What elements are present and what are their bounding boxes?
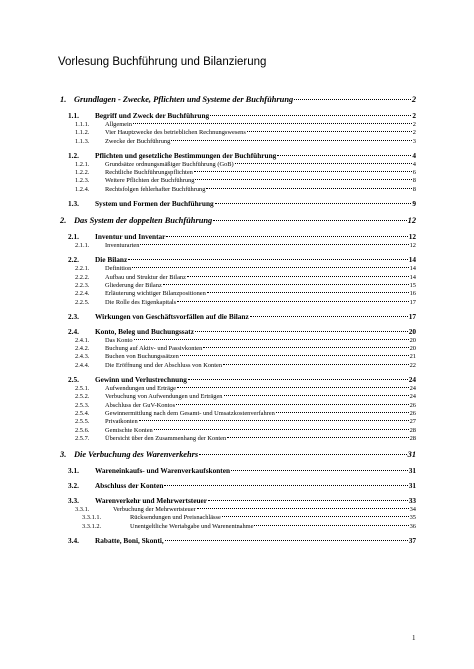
toc-leader-dots [276, 412, 409, 413]
toc-entry[interactable] [58, 514, 416, 522]
toc-entry-page: 14 [408, 255, 416, 265]
toc-entry-page: 16 [409, 290, 416, 298]
toc-entry-number: 2.2.4. [75, 290, 90, 298]
toc-entry-title: Die Bilanz [95, 255, 128, 265]
toc-entry[interactable] [58, 177, 416, 185]
toc-entry[interactable] [58, 337, 416, 345]
toc-entry-number: 2.4.1. [75, 336, 90, 344]
toc-entry[interactable] [58, 232, 416, 242]
toc-entry-title: Weitere Pflichten der Buchführung [105, 177, 195, 185]
toc-entry[interactable] [58, 138, 416, 146]
toc-leader-dots [194, 171, 412, 172]
toc-leader-dots [166, 236, 407, 237]
toc-entry[interactable] [58, 129, 416, 137]
toc-entry-page: 3 [412, 137, 416, 145]
toc-leader-dots [139, 420, 409, 421]
toc-entry[interactable] [58, 327, 416, 337]
toc-entry-number: 2.3. [68, 311, 79, 321]
toc-entry-page: 31 [408, 466, 416, 476]
toc-entry-title: Das Konto [105, 336, 133, 344]
toc-leader-dots [207, 292, 409, 293]
toc-entry-title: Übersicht über den Zusammenhang der Konten [105, 434, 227, 442]
toc-leader-dots [197, 508, 409, 509]
toc-entry-title: Konto, Beleg und Buchungssatz [95, 326, 194, 336]
toc-entry[interactable] [58, 402, 416, 410]
toc-entry-page: 22 [409, 361, 416, 369]
toc-entry-title: System und Formen der Buchführung [95, 199, 214, 209]
toc-leader-dots [133, 123, 412, 124]
toc-leader-dots [250, 316, 408, 317]
toc-entry-page: 31 [408, 481, 416, 491]
toc-entry-title: Rechtliche Buchführungspflichten [105, 169, 193, 177]
toc-entry[interactable] [58, 255, 416, 265]
toc-entry-number: 1.2.1. [75, 160, 90, 168]
toc-entry[interactable] [58, 450, 416, 461]
toc-entry-number: 2.2.5. [75, 298, 90, 306]
toc-leader-dots [206, 188, 411, 189]
toc-entry-title: Die Verbuchung des Warenverkehrs [74, 450, 199, 460]
toc-leader-dots [247, 131, 412, 132]
toc-entry-title: Aufbau und Struktur der Bilanz [105, 273, 186, 281]
toc-entry-number: 1.2.2. [75, 169, 90, 177]
toc-entry-title: Allgemein [105, 121, 132, 128]
toc-entry-title: Buchen von Buchungssätzen [105, 353, 179, 361]
toc-leader-dots [164, 485, 407, 486]
toc-entry-title: Wareneinkaufs- und Warenverkaufskonten [95, 466, 231, 476]
toc-entry-page: 9 [412, 199, 416, 209]
toc-entry-page: 24 [409, 385, 416, 393]
toc-leader-dots [165, 540, 408, 541]
toc-leader-dots [223, 364, 409, 365]
toc-entry-title: Pflichten und gesetzliche Bestimmungen der Buchführung [95, 150, 277, 160]
toc-entry-page: 12 [407, 216, 416, 226]
toc-entry[interactable] [58, 290, 416, 298]
toc-entry-page: 26 [409, 409, 416, 417]
toc-entry-page: 33 [408, 496, 416, 506]
toc-entry[interactable] [58, 435, 416, 443]
toc-entry-number: 2.2.2. [75, 273, 90, 281]
toc-entry-title: Gewinnermittlung nach dem Gesamt- und Umsatzkostenverfahren [105, 409, 275, 417]
toc-entry[interactable] [58, 375, 416, 385]
toc-leader-dots [140, 244, 408, 245]
toc-entry-number: 2.5.1. [75, 385, 90, 393]
toc-entry-page: 26 [409, 401, 416, 409]
page-number: 1 [412, 634, 416, 642]
toc-entry-page: 20 [408, 326, 416, 336]
toc-entry-page: 8 [412, 177, 416, 185]
toc-entry[interactable] [58, 312, 416, 322]
toc-entry-title: Das System der doppelten Buchführung [74, 216, 213, 226]
toc-entry[interactable] [58, 151, 416, 161]
toc-entry[interactable] [58, 111, 416, 121]
toc-entry-number: 2.1.1. [75, 242, 90, 250]
toc-entry-number: 2. [60, 216, 67, 226]
toc-entry-title: Die Rolle des Eigenkapitals [105, 298, 177, 306]
toc-entry-title: Abschluss der GuV-Kontos [105, 401, 176, 409]
toc-entry-number: 2.2. [68, 255, 79, 265]
toc-entry[interactable] [58, 345, 416, 353]
toc-leader-dots [227, 437, 408, 438]
toc-entry-page: 20 [409, 336, 416, 344]
toc-leader-dots [224, 395, 409, 396]
document-title: Vorlesung Buchführung und Bilanzierung [58, 56, 267, 68]
toc-leader-dots [134, 339, 409, 340]
toc-entry[interactable] [58, 385, 416, 393]
toc-entry-page: 28 [409, 426, 416, 434]
toc-entry-number: 2.5.6. [75, 426, 90, 434]
toc-entry[interactable] [58, 410, 416, 418]
toc-entry-number: 3. [60, 450, 67, 460]
toc-leader-dots [210, 115, 411, 116]
toc-entry-page: 2 [412, 129, 416, 137]
toc-entry-number: 2.5.4. [75, 409, 90, 417]
toc-leader-dots [180, 355, 409, 356]
toc-entry[interactable] [58, 481, 416, 491]
toc-entry-number: 3.3.1.1. [82, 514, 102, 522]
toc-entry[interactable] [58, 536, 416, 546]
toc-entry-page: 12 [409, 242, 416, 250]
toc-entry[interactable] [58, 161, 416, 169]
toc-entry-number: 2.4.2. [75, 345, 90, 353]
toc-leader-dots [215, 203, 412, 204]
toc-entry-number: 3.2. [68, 481, 79, 491]
toc-entry-number: 2.2.1. [75, 265, 90, 273]
toc-entry-number: 1.1.2. [75, 129, 90, 137]
toc-entry-title: Gemischte Konten [105, 426, 153, 434]
toc-entry-page: 2 [411, 95, 416, 104]
toc-entry-title: Gewinn und Verlustrechnung [95, 375, 187, 385]
toc-leader-dots [163, 284, 409, 285]
toc-entry-page: 24 [408, 375, 416, 385]
toc-entry-title: Definition [105, 265, 132, 273]
toc-entry-number: 1.1.1. [75, 121, 90, 128]
toc-entry-number: 1. [60, 95, 67, 104]
toc-entry-number: 2.5.2. [75, 393, 90, 401]
toc-entry[interactable] [58, 282, 416, 290]
toc-leader-dots [187, 276, 409, 277]
toc-entry-title: Gliederung der Bilanz [105, 281, 162, 289]
toc-entry[interactable] [58, 523, 416, 531]
toc-entry-page: 24 [409, 393, 416, 401]
toc-entry-number: 2.2.3. [75, 281, 90, 289]
toc-entry-title: Buchung auf Aktiv- und Passivkonten [105, 345, 203, 353]
toc-entry-page: 2 [412, 111, 416, 120]
toc-entry-number: 2.5. [68, 375, 79, 385]
toc-entry-title: Rechtsfolgen fehlerhafter Buchführung [105, 185, 206, 193]
toc-entry-title: Verbuchung von Aufwendungen und Erträgen [105, 393, 223, 401]
toc-entry[interactable] [58, 186, 416, 194]
toc-entry-page: 8 [412, 185, 416, 193]
toc-entry-page: 14 [409, 265, 416, 273]
toc-leader-dots [195, 179, 411, 180]
toc-entry-number: 3.3.1.2. [82, 522, 102, 530]
toc-entry-page: 12 [408, 232, 416, 242]
toc-entry-title: Rabatte, Boni, Skonti, [95, 536, 164, 546]
toc-leader-dots [177, 387, 409, 388]
toc-entry[interactable] [58, 95, 416, 106]
toc-entry-number: 1.2.4. [75, 185, 90, 193]
toc-entry[interactable] [58, 121, 416, 129]
toc-entry[interactable] [58, 353, 416, 361]
toc-entry-title: Begriff und Zweck der Buchführung [95, 111, 210, 120]
toc-leader-dots [199, 454, 406, 455]
toc-entry[interactable] [58, 506, 416, 514]
toc-entry-page: 14 [409, 273, 416, 281]
toc-entry[interactable] [58, 265, 416, 273]
toc-entry-number: 2.1. [68, 232, 79, 242]
toc-entry-number: 2.5.3. [75, 401, 90, 409]
toc-entry-page: 2 [412, 121, 416, 128]
toc-entry-page: 36 [409, 522, 416, 530]
toc-entry[interactable] [58, 299, 416, 307]
toc-entry-title: Grundsätze ordnungsmäßiger Buchführung (GoB) [105, 160, 234, 168]
toc-entry[interactable] [58, 466, 416, 476]
toc-entry[interactable] [58, 216, 416, 227]
toc-entry-title: Zwecke der Buchführung [105, 137, 171, 145]
toc-entry[interactable] [58, 169, 416, 177]
toc-entry-page: 4 [412, 160, 416, 168]
toc-entry-page: 20 [409, 345, 416, 353]
toc-leader-dots [213, 220, 406, 221]
toc-entry[interactable] [58, 496, 416, 506]
toc-entry[interactable] [58, 274, 416, 282]
toc-entry-title: Aufwendungen und Erträge [105, 385, 176, 393]
table-of-contents [58, 95, 416, 546]
toc-entry-page: 27 [409, 418, 416, 426]
toc-leader-dots [195, 331, 408, 332]
toc-entry-page: 17 [408, 311, 416, 321]
toc-entry-number: 1.1. [68, 111, 79, 120]
toc-entry-number: 1.2.3. [75, 177, 90, 185]
toc-entry-number: 2.5.7. [75, 434, 90, 442]
toc-entry-number: 3.3. [68, 496, 79, 506]
toc-leader-dots [222, 516, 409, 517]
toc-entry-page: 21 [409, 353, 416, 361]
toc-entry-title: Privatkonten [105, 418, 138, 426]
toc-entry-title: Vier Hauptzwecke des betrieblichen Rechnungswesens [105, 129, 246, 137]
toc-leader-dots [171, 140, 411, 141]
toc-entry-number: 3.4. [68, 536, 79, 546]
toc-leader-dots [132, 267, 408, 268]
toc-entry-number: 1.2. [68, 150, 79, 160]
toc-entry-title: Erläuterung wichtiger Bilanzpositionen [105, 290, 206, 298]
toc-leader-dots [254, 525, 408, 526]
toc-entry[interactable] [58, 418, 416, 426]
toc-entry[interactable] [58, 242, 416, 250]
toc-entry-title: Inventur und Inventar [95, 232, 166, 242]
toc-leader-dots [154, 429, 409, 430]
toc-entry-title: Wirkungen von Geschäftsvorfällen auf die Bilanz [95, 311, 249, 321]
toc-leader-dots [294, 99, 411, 100]
toc-entry-page: 15 [409, 281, 416, 289]
toc-leader-dots [176, 404, 409, 405]
toc-entry-page: 4 [412, 150, 416, 160]
toc-entry[interactable] [58, 427, 416, 435]
toc-entry-number: 3.1. [68, 466, 79, 476]
toc-entry-number: 2.4. [68, 326, 79, 336]
toc-entry-page: 34 [409, 506, 416, 514]
toc-leader-dots [231, 470, 408, 471]
toc-entry-number: 1.3. [68, 199, 79, 209]
toc-entry-title: Inventurarten [105, 242, 140, 250]
toc-leader-dots [235, 163, 412, 164]
toc-leader-dots [128, 259, 407, 260]
toc-entry-page: 6 [412, 169, 416, 177]
toc-entry-title: Grundlagen - Zwecke, Pflichten und Systeme der Buchführung [74, 95, 294, 104]
toc-entry-number: 2.4.4. [75, 361, 90, 369]
toc-entry-number: 2.4.3. [75, 353, 90, 361]
toc-leader-dots [277, 155, 411, 156]
toc-entry-number: 3.3.1. [75, 506, 90, 514]
toc-entry-title: Unentgeltliche Wertabgabe und Warenentnahme [130, 522, 254, 530]
toc-entry-page: 28 [409, 434, 416, 442]
toc-entry-title: Die Eröffnung und der Abschluss von Konten [105, 361, 223, 369]
toc-leader-dots [188, 379, 408, 380]
toc-leader-dots [203, 347, 408, 348]
toc-entry-page: 17 [409, 298, 416, 306]
toc-leader-dots [208, 500, 408, 501]
toc-entry-number: 1.1.3. [75, 137, 90, 145]
toc-entry-title: Abschluss der Konten [95, 481, 164, 491]
toc-entry-number: 2.5.5. [75, 418, 90, 426]
toc-entry-page: 35 [409, 514, 416, 522]
toc-leader-dots [177, 301, 408, 302]
toc-entry-page: 37 [408, 536, 416, 546]
toc-entry[interactable] [58, 362, 416, 370]
toc-entry[interactable] [58, 393, 416, 401]
toc-entry-page: 31 [407, 450, 416, 460]
toc-entry-title: Warenverkehr und Mehrwertsteuer [95, 496, 208, 506]
toc-entry-title: Rücksendungen und Preisnachlässe [130, 514, 221, 522]
toc-entry-title: Verbuchung der Mehrwertsteuer [113, 506, 196, 514]
toc-entry[interactable] [58, 199, 416, 209]
